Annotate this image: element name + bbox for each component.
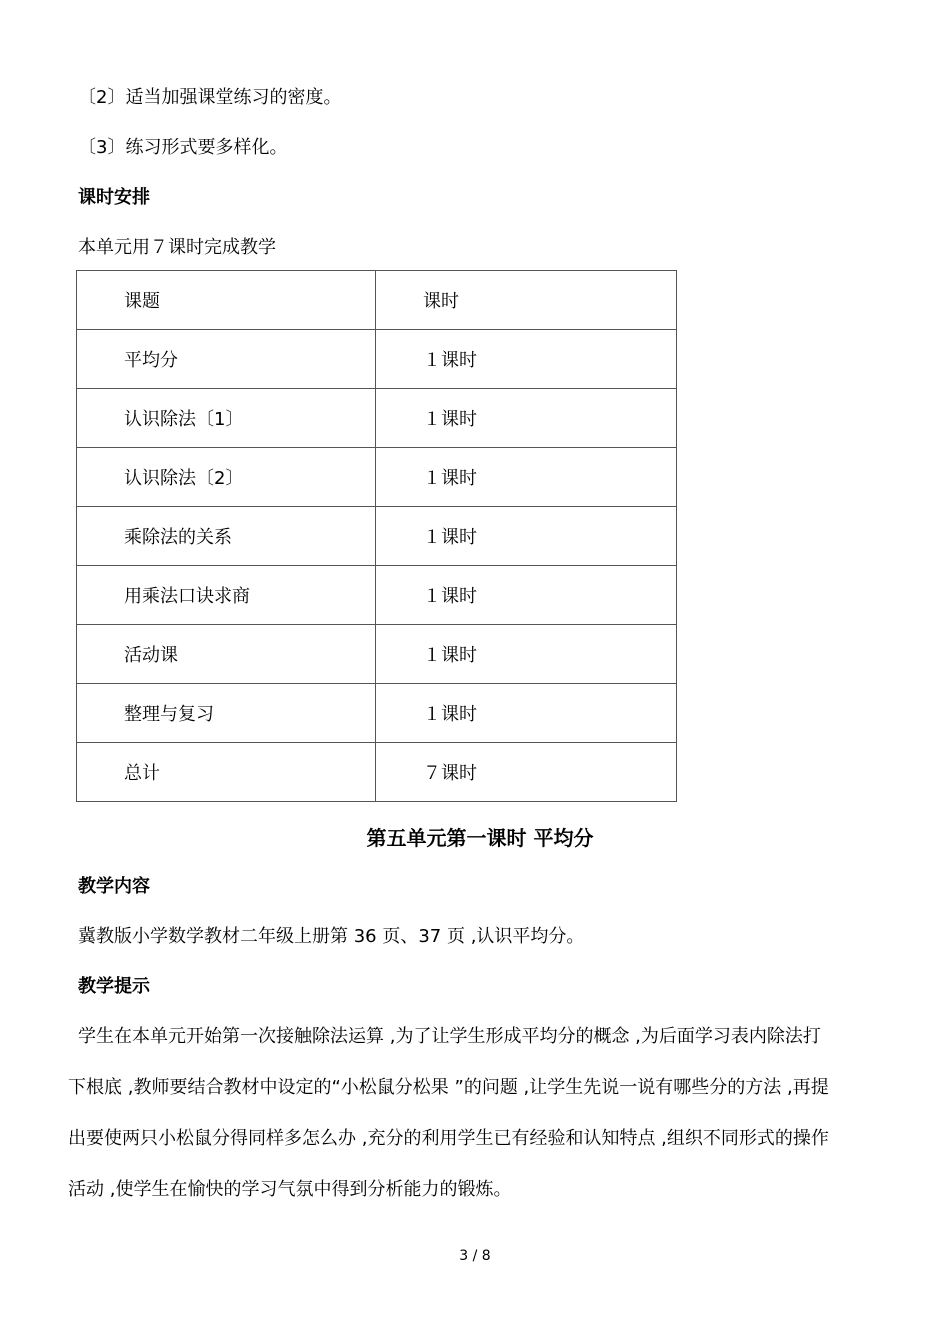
table-row	[77, 389, 677, 448]
table-cell: 整理与复习	[77, 684, 376, 743]
schedule-table	[76, 270, 677, 802]
schedule-heading: 课时安排	[78, 187, 150, 208]
table-row	[77, 566, 677, 625]
table-cell: 乘除法的关系	[77, 507, 376, 566]
list-item-3: 〔3〕练习形式要多样化。	[78, 137, 288, 158]
table-cell: 活动课	[77, 625, 376, 684]
table-cell: １课时	[376, 389, 677, 448]
header-cell-hours: 课时	[376, 271, 677, 330]
page-number: 3 / 8	[459, 1248, 491, 1264]
table-cell: １课时	[376, 330, 677, 389]
hint-line-3: 出要使两只小松鼠分得同样多怎么办 ,充分的利用学生已有经验和认知特点 ,组织不同形式的操作	[68, 1128, 829, 1149]
schedule-intro: 本单元用７课时完成教学	[78, 237, 276, 258]
header-cell-topic: 课题	[77, 271, 376, 330]
table-cell: １课时	[376, 625, 677, 684]
table-cell: 总计	[77, 743, 376, 802]
table-cell: 平均分	[77, 330, 376, 389]
table-cell: １课时	[376, 448, 677, 507]
table-cell: 用乘法口诀求商	[77, 566, 376, 625]
hint-heading: 教学提示	[78, 976, 150, 997]
hint-line-2: 下根底 ,教师要结合教材中设定的“小松鼠分松果 ”的问题 ,让学生先说一说有哪些分的方法 ,再提	[68, 1077, 829, 1098]
table-cell: １课时	[376, 507, 677, 566]
table-row	[77, 625, 677, 684]
lesson-title: 第五单元第一课时 平均分	[366, 826, 594, 850]
table-cell: 认识除法〔1〕	[77, 389, 376, 448]
list-item-2: 〔2〕适当加强课堂练习的密度。	[78, 87, 342, 108]
table-row	[77, 448, 677, 507]
content-text: 冀教版小学数学教材二年级上册第 36 页、37 页 ,认识平均分。	[78, 926, 585, 947]
table-row	[77, 507, 677, 566]
table-row-total	[77, 743, 677, 802]
hint-line-1: 学生在本单元开始第一次接触除法运算 ,为了让学生形成平均分的概念 ,为后面学习表内除法打	[78, 1026, 821, 1047]
hint-line-4: 活动 ,使学生在愉快的学习气氛中得到分析能力的锻炼。	[68, 1179, 512, 1200]
table-cell: ７课时	[376, 743, 677, 802]
table-cell: １课时	[376, 566, 677, 625]
table-header-row	[77, 271, 677, 330]
table-cell: 认识除法〔2〕	[77, 448, 376, 507]
table-row	[77, 684, 677, 743]
table-cell: １课时	[376, 684, 677, 743]
content-heading: 教学内容	[78, 876, 150, 897]
table-row	[77, 330, 677, 389]
